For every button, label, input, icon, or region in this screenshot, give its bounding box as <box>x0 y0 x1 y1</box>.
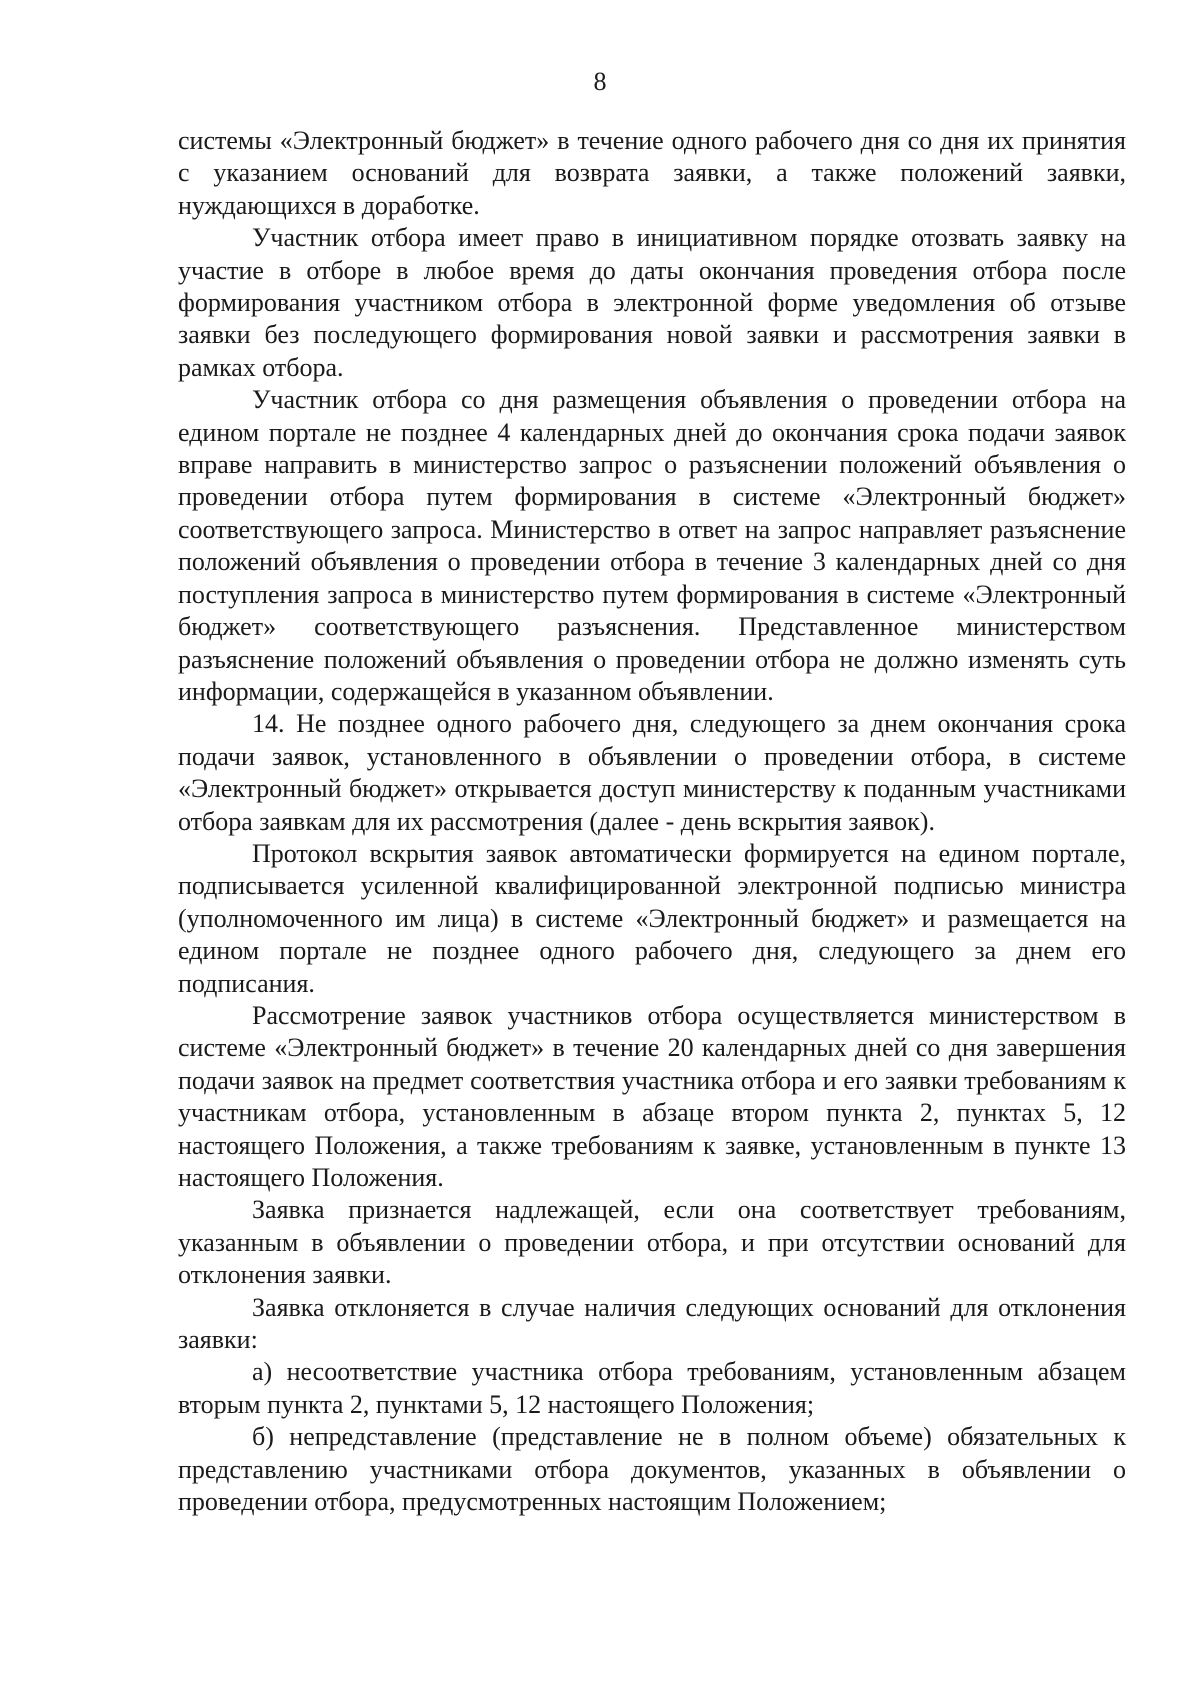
page-number: 8 <box>593 67 607 96</box>
paragraph-review-of-applications: Рассмотрение заявок участников отбора осуществляется министерством в системе «Электронный бюджет» в течение 20 календарных дней со дня завершения подачи заявок на предмет соответствия участника отбора и его заявки требованиям к участникам отбора, установленным в абзаце втором пункта 2, пунктах 5, 12 настоящего Положения, а также требованиям к заявке, установленным в пункте 13 настоящего Положения. <box>178 1000 1126 1192</box>
paragraph-opening-protocol: Протокол вскрытия заявок автоматически формируется на едином портале, подписывается усиленной квалифицированной электронной подписью министра (уполномоченного им лица) в системе «Электронный бюджет» и размещается на едином портале не позднее одного рабочего дня, следующего за днем его подписания. <box>178 838 1126 998</box>
list-item-b: б) непредставление (представление не в полном объеме) обязательных к представлению участниками отбора документов, указанных в объявлении о проведении отбора, предусмотренных настоящим Положением; <box>178 1422 1126 1517</box>
list-item-a: а) несоответствие участника отбора требованиям, установленным абзацем вторым пункта 2, пунктами 5, 12 настоящего Положения; <box>178 1357 1126 1419</box>
paragraph-item-14: 14. Не позднее одного рабочего дня, следующего за днем окончания срока подачи заявок, установленного в объявлении о проведении отбора, в системе «Электронный бюджет» открывается доступ министерству к поданным участниками отбора заявкам для их рассмотрения (далее - день вскрытия заявок). <box>178 709 1126 836</box>
paragraph-clarification-request: Участник отбора со дня размещения объявления о проведении отбора на едином портале не позднее 4 календарных дней до окончания срока подачи заявок вправе направить в министерство запрос о разъяснении положений объявления о проведении отбора путем формирования в системе «Электронный бюджет» соответствующего запроса. Министерство в ответ на запрос направляет разъяснение положений объявления о проведении отбора в течение 3 календарных дней со дня поступления запроса в министерство путем формирования в системе «Электронный бюджет» соответствующего разъяснения. Представленное министерством разъяснение положений объявления о проведении отбора не должно изменять суть информации, содержащейся в указанном объявлении. <box>178 385 1126 706</box>
document-body <box>178 125 1126 1518</box>
paragraph-proper-application: Заявка признается надлежащей, если она соответствует требованиям, указанным в объявлении о проведении отбора, и при отсутствии оснований для отклонения заявки. <box>178 1195 1126 1290</box>
paragraph-withdraw-application: Участник отбора имеет право в инициативном порядке отозвать заявку на участие в отборе в любое время до даты окончания проведения отбора после формирования участником отбора в электронной форме уведомления об отзыве заявки без последующего формирования новой заявки и рассмотрения заявки в рамках отбора. <box>178 223 1126 382</box>
paragraph-continuation: системы «Электронный бюджет» в течение одного рабочего дня со дня их принятия с указанием оснований для возврата заявки, а также положений заявки, нуждающихся в доработке. <box>178 126 1126 220</box>
paragraph-rejection-grounds: Заявка отклоняется в случае наличия следующих оснований для отклонения заявки: <box>178 1292 1126 1355</box>
